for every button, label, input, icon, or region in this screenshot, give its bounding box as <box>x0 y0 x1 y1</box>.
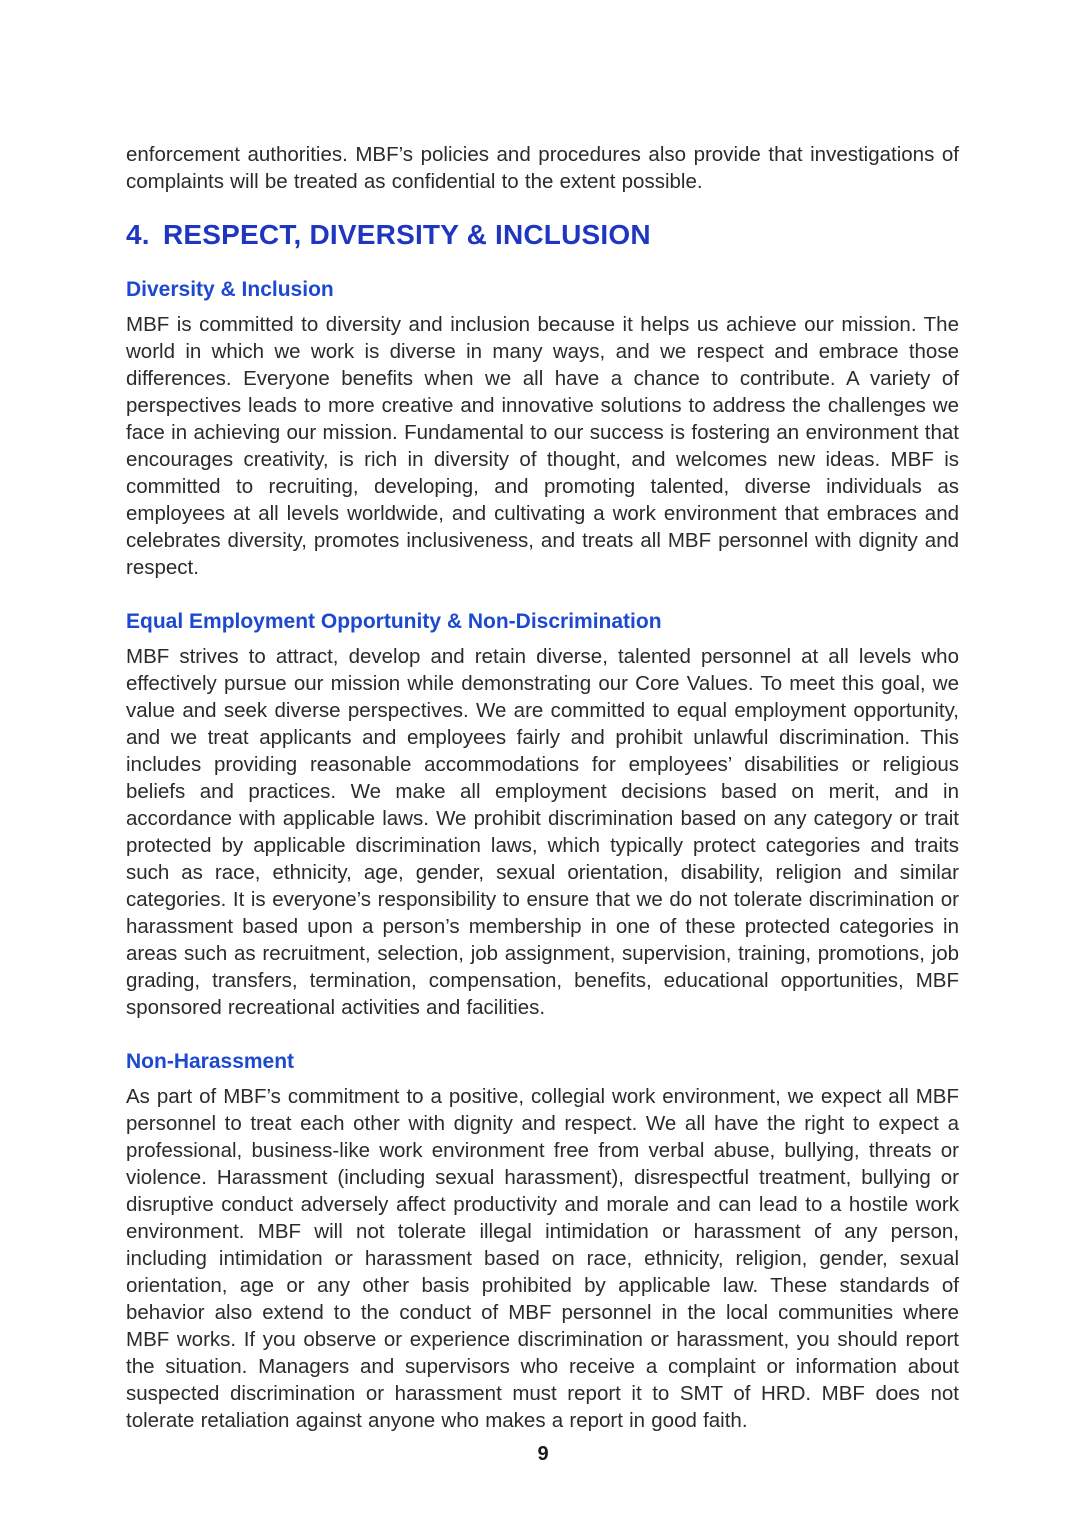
subsection-heading-equal-employment: Equal Employment Opportunity & Non-Discrimination <box>126 610 662 633</box>
subsection-body-non-harassment: As part of MBF’s commitment to a positive, collegial work environment, we expect all MBF personnel to treat each other with dignity and respect. We all have the right to expect a professional, business-like work environment free from verbal abuse, bullying, threats or violence. Harassment (including sexual harassment), disrespectful treatment, bullying or disruptive conduct adversely affect productivity and morale and can lead to a hostile work environment. MBF will not tolerate illegal intimidation or harassment of any person, including intimidation or harassment based on race, ethnicity, religion, gender, sexual orientation, age or any other basis prohibited by applicable law. These standards of behavior also extend to the conduct of MBF personnel in the local communities where MBF works. If you observe or experience discrimination or harassment, you should report the situation. Managers and supervisors who receive a complaint or information about suspected discrimination or harassment must report it to SMT of HRD. MBF does not tolerate retaliation against anyone who makes a report in good faith. <box>126 1085 959 1432</box>
page-content <box>126 141 959 1434</box>
section-heading <box>126 219 959 251</box>
subsection-equal-employment <box>126 610 959 1021</box>
subsection-heading-diversity-inclusion: Diversity & Inclusion <box>126 278 334 301</box>
subsection-non-harassment <box>126 1050 959 1434</box>
section-number: 4. <box>126 219 150 250</box>
subsection-body-equal-employment: MBF strives to attract, develop and retain diverse, talented personnel at all levels who effectively pursue our mission while demonstrating our Core Values. To meet this goal, we value and seek diverse perspectives. We are committed to equal employment opportunity, and we treat applicants and employees fairly and prohibit unlawful discrimination. This includes providing reasonable accommodations for employees’ disabilities or religious beliefs and practices. We make all employment decisions based on merit, and in accordance with applicable laws. We prohibit discrimination based on any category or trait protected by applicable discrimination laws, which typically protect categories and traits such as race, ethnicity, age, gender, sexual orientation, disability, religion and similar categories. It is everyone’s responsibility to ensure that we do not tolerate discrimination or harassment based upon a person’s membership in one of these protected categories in areas such as recruitment, selection, job assignment, supervision, training, promotions, job grading, transfers, termination, compensation, benefits, educational opportunities, MBF sponsored recreational activities and facilities. <box>126 645 959 1019</box>
page-number: 9 <box>537 1443 549 1465</box>
subsection-diversity-inclusion <box>126 278 959 581</box>
section-title: RESPECT, DIVERSITY & INCLUSION <box>163 219 651 250</box>
intro-paragraph: enforcement authorities. MBF’s policies and procedures also provide that investigations of complaints will be treated as confidential to the extent possible. <box>126 143 959 193</box>
subsection-heading-non-harassment: Non-Harassment <box>126 1050 295 1073</box>
subsection-body-diversity-inclusion: MBF is committed to diversity and inclusion because it helps us achieve our mission. The world in which we work is diverse in many ways, and we respect and embrace those differences. Everyone benefits when we all have a chance to contribute. A variety of perspectives leads to more creative and innovative solutions to address the challenges we face in achieving our mission. Fundamental to our success is fostering an environment that encourages creativity, is rich in diversity of thought, and welcomes new ideas. MBF is committed to recruiting, developing, and promoting talented, diverse individuals as employees at all levels worldwide, and cultivating a work environment that embraces and celebrates diversity, promotes inclusiveness, and treats all MBF personnel with dignity and respect. <box>126 313 959 579</box>
